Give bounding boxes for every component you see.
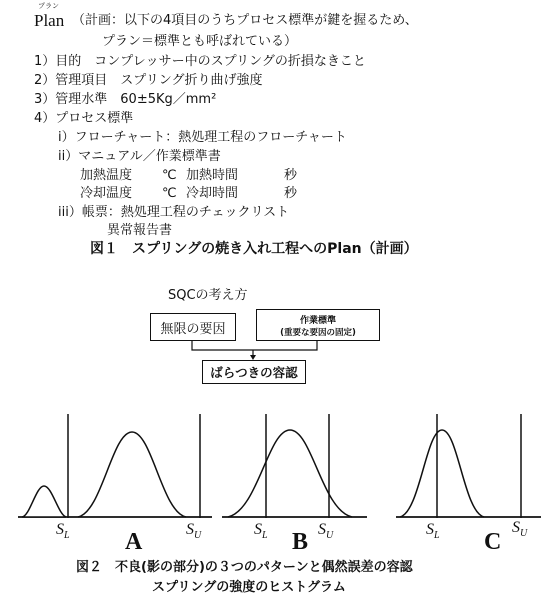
figure1-caption: 図１ スプリングの焼き入れ工程へのPlan（計画） [90, 241, 418, 257]
figure2-caption-line1: 図２ 不良(影の部分)の３つのパターンと偶然誤差の容認 [76, 560, 413, 575]
box-work-standard-line1: 作業標準 [299, 315, 336, 326]
arrow-head [250, 355, 256, 360]
sqc-title: SQCの考え方 [168, 288, 248, 303]
plan-note-line1: （計画：以下の4項目のうちプロセス標準が鍵を握るため、 [72, 13, 418, 28]
hist-c-sl-label: $S_L$ [426, 521, 440, 542]
hist-a-main-curve [78, 432, 186, 517]
item-purpose: 1）目的 コンプレッサー中のスプリングの折損なきこと [34, 54, 366, 69]
item-control: 2）管理項目 スプリング折り曲げ強度 [34, 73, 263, 88]
box-accept-variation-label: ばらつきの容認 [210, 365, 298, 380]
sub-manual: ii）マニュアル／作業標準書 [58, 149, 221, 164]
sub-forms: iii）帳票：熱処理工程のチェックリスト [58, 205, 290, 220]
hist-c-label: C [484, 529, 502, 555]
hist-c-su-label: $S_U$ [512, 519, 528, 540]
hist-b-label: B [292, 529, 309, 555]
hist-a-label: A [125, 529, 143, 555]
hist-a-sl-label: $S_L$ [56, 521, 70, 542]
cool-time-label: 冷却時間 [186, 186, 239, 201]
heat-time-label: 加熱時間 [186, 168, 239, 183]
heat-temp-unit: ℃ [162, 168, 177, 183]
cool-temp-label: 冷却温度 [80, 186, 133, 201]
plan-word: Plan [34, 11, 65, 30]
hist-b-curve [228, 430, 352, 517]
hist-a-defect-peak [22, 486, 66, 517]
cool-temp-unit: ℃ [162, 186, 177, 201]
item-process: 4）プロセス標準 [34, 111, 134, 126]
cool-time-unit: 秒 [284, 186, 298, 201]
heat-temp-label: 加熱温度 [80, 168, 133, 183]
plan-ruby: プラン [38, 2, 59, 10]
hist-b-sl-label: $S_L$ [254, 521, 268, 542]
sub-forms-report: 異常報告書 [107, 223, 173, 238]
hist-b-su-label: $S_U$ [318, 521, 334, 542]
box-work-standard-line2: (重要な要因の固定) [280, 327, 356, 338]
connector-line [192, 340, 317, 350]
hist-c-curve [400, 430, 484, 517]
sub-flowchart: i）フローチャート：熱処理工程のフローチャート [58, 130, 347, 145]
heat-time-unit: 秒 [284, 168, 298, 183]
plan-note-line2: プラン＝標準とも呼ばれている） [102, 34, 298, 49]
figure2-caption-line2: スプリングの強度のヒストグラム [152, 580, 346, 595]
item-level: 3）管理水準 60±5Kg／mm² [34, 92, 217, 107]
box-infinite-factors-label: 無限の要因 [160, 321, 226, 337]
hist-a-su-label: $S_U$ [186, 521, 202, 542]
